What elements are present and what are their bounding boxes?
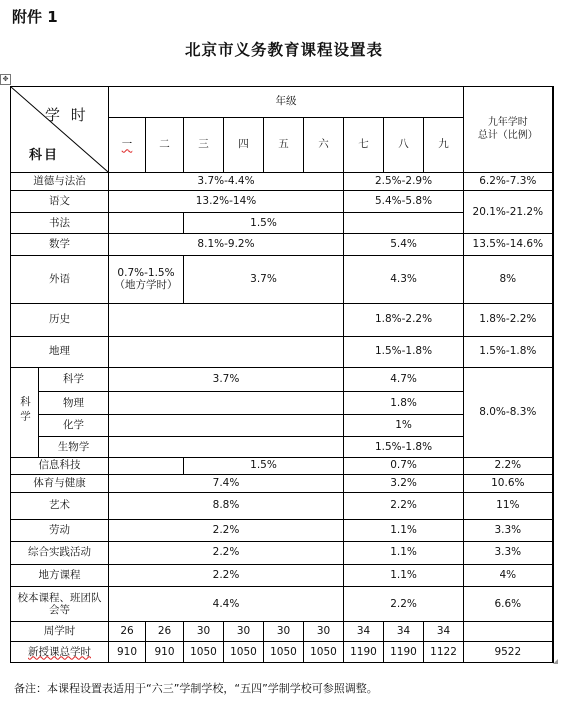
cell-value: 5.4%-5.8% <box>344 191 464 212</box>
cell-value: 1050 <box>264 642 304 663</box>
cell-total: 9522 <box>464 642 553 663</box>
cell-value: 1050 <box>184 642 224 663</box>
cell-total: 13.5%-14.6% <box>464 234 553 255</box>
cell-value: 7.4% <box>109 474 344 492</box>
row-label-chemistry: 化学 <box>39 415 109 436</box>
cell-value: 30 <box>224 621 264 641</box>
cell-value: 1.5%-1.8% <box>344 436 464 457</box>
row-label-annual <box>11 642 109 663</box>
cell-value: 34 <box>344 621 384 641</box>
cell-value: 26 <box>109 621 146 641</box>
cell-value: 1050 <box>304 642 344 663</box>
cell-total: 20.1%-21.2% <box>464 191 553 234</box>
row-label-math: 数学 <box>11 234 109 255</box>
cell-value: 30 <box>264 621 304 641</box>
annual-label: 新授课总学时 <box>28 645 91 658</box>
cell-value: 1.1% <box>344 519 464 542</box>
header-grade-label: 年级 <box>109 87 464 118</box>
cell-value: 1.1% <box>344 564 464 587</box>
row-label-biology: 生物学 <box>39 436 109 457</box>
header-total-cell <box>464 87 553 173</box>
cell-value: 1.5% <box>184 212 344 233</box>
attachment-label: 附件 1 <box>12 8 58 26</box>
cell-total: 8% <box>464 255 553 303</box>
cell-value: 1190 <box>384 642 424 663</box>
cell-value: 30 <box>184 621 224 641</box>
header-hours-label: 学 时 <box>45 106 89 124</box>
cell-total: 2.2% <box>464 458 553 474</box>
cell-value: 0.7%-1.5%（地方学时） <box>109 255 184 303</box>
grade-label: 一 <box>121 138 133 151</box>
cell-value: 4.7% <box>344 368 464 392</box>
cell-empty <box>109 391 344 415</box>
cell-value: 910 <box>146 642 184 663</box>
grade-cell <box>109 117 146 172</box>
cell-empty <box>464 621 553 641</box>
grade-cell: 七 <box>344 117 384 172</box>
grade-cell: 四 <box>224 117 264 172</box>
header-corner-cell <box>11 87 109 173</box>
cell-value: 3.7% <box>109 368 344 392</box>
cell-value: 3.7%-4.4% <box>109 172 344 190</box>
row-label-it: 信息科技 <box>11 458 109 474</box>
cell-value: 1.8% <box>344 391 464 415</box>
row-label-local: 地方课程 <box>11 564 109 587</box>
row-label-science-group <box>11 368 39 458</box>
cell-value: 1050 <box>224 642 264 663</box>
cell-empty <box>109 415 344 436</box>
cell-value: 910 <box>109 642 146 663</box>
cell-empty <box>109 212 184 233</box>
row-label-chinese: 语文 <box>11 191 109 212</box>
cell-total: 10.6% <box>464 474 553 492</box>
document-title: 北京市义务教育课程设置表 <box>184 41 383 59</box>
cell-total: 8.0%-8.3% <box>464 368 553 458</box>
footnote: 备注：本课程设置表适用于“六三”学制学校，“五四”学制学校可参照调整。 <box>14 682 378 695</box>
row-label-arts: 艺术 <box>11 493 109 520</box>
cell-value: 4.3% <box>344 255 464 303</box>
cell-value: 30 <box>304 621 344 641</box>
cell-total: 4% <box>464 564 553 587</box>
cell-total: 3.3% <box>464 519 553 542</box>
diagonal-line <box>11 87 108 172</box>
row-label-practice: 综合实践活动 <box>11 542 109 565</box>
cell-empty <box>109 458 184 474</box>
grade-cell: 八 <box>384 117 424 172</box>
cell-value: 1.5% <box>184 458 344 474</box>
science-group-label: 科学 <box>19 396 31 426</box>
row-label-science: 科学 <box>39 368 109 392</box>
header-total-line2: 总计（比例） <box>477 130 538 142</box>
cell-value: 0.7% <box>344 458 464 474</box>
row-label-labor: 劳动 <box>11 519 109 542</box>
cell-value: 1.1% <box>344 542 464 565</box>
grade-cell: 九 <box>424 117 464 172</box>
cell-total: 3.3% <box>464 542 553 565</box>
cell-value: 8.8% <box>109 493 344 520</box>
row-label-school: 校本课程、班团队会等 <box>11 587 109 622</box>
cell-value: 26 <box>146 621 184 641</box>
cell-value: 1190 <box>344 642 384 663</box>
cell-value: 8.1%-9.2% <box>109 234 344 255</box>
cell-value: 1.8%-2.2% <box>344 303 464 336</box>
grade-cell: 三 <box>184 117 224 172</box>
table-resize-handle-icon[interactable] <box>553 659 558 664</box>
cell-total: 1.8%-2.2% <box>464 303 553 336</box>
cell-value: 1122 <box>424 642 464 663</box>
curriculum-table <box>10 86 554 663</box>
cell-value: 13.2%-14% <box>109 191 344 212</box>
cell-value: 1.5%-1.8% <box>344 336 464 368</box>
header-subject-label: 科目 <box>29 148 60 163</box>
cell-value: 2.5%-2.9% <box>344 172 464 190</box>
cell-total: 6.2%-7.3% <box>464 172 553 190</box>
cell-empty <box>109 436 344 457</box>
header-total-line1: 九年学时 <box>487 117 528 129</box>
cell-value: 2.2% <box>109 519 344 542</box>
cell-value: 34 <box>424 621 464 641</box>
cell-total: 1.5%-1.8% <box>464 336 553 368</box>
cell-value: 2.2% <box>344 587 464 622</box>
cell-value: 3.2% <box>344 474 464 492</box>
cell-empty <box>109 303 344 336</box>
cell-value: 34 <box>384 621 424 641</box>
row-label-physics: 物理 <box>39 391 109 415</box>
grade-cell: 五 <box>264 117 304 172</box>
row-label-pe: 体育与健康 <box>11 474 109 492</box>
row-label-geography: 地理 <box>11 336 109 368</box>
cell-total: 11% <box>464 493 553 520</box>
cell-value: 2.2% <box>109 564 344 587</box>
cell-total: 6.6% <box>464 587 553 622</box>
row-label-history: 历史 <box>11 303 109 336</box>
cell-value: 2.2% <box>344 493 464 520</box>
row-label-calligraphy: 书法 <box>11 212 109 233</box>
row-label-morality: 道德与法治 <box>11 172 109 190</box>
cell-value: 4.4% <box>109 587 344 622</box>
row-label-foreign: 外语 <box>11 255 109 303</box>
table-move-handle-icon[interactable]: ✥ <box>0 74 11 85</box>
cell-empty <box>344 212 464 233</box>
grade-cell: 二 <box>146 117 184 172</box>
cell-empty <box>109 336 344 368</box>
row-label-weekly: 周学时 <box>11 621 109 641</box>
grade-cell: 六 <box>304 117 344 172</box>
cell-value: 1% <box>344 415 464 436</box>
cell-value: 5.4% <box>344 234 464 255</box>
cell-value: 2.2% <box>109 542 344 565</box>
cell-value: 3.7% <box>184 255 344 303</box>
